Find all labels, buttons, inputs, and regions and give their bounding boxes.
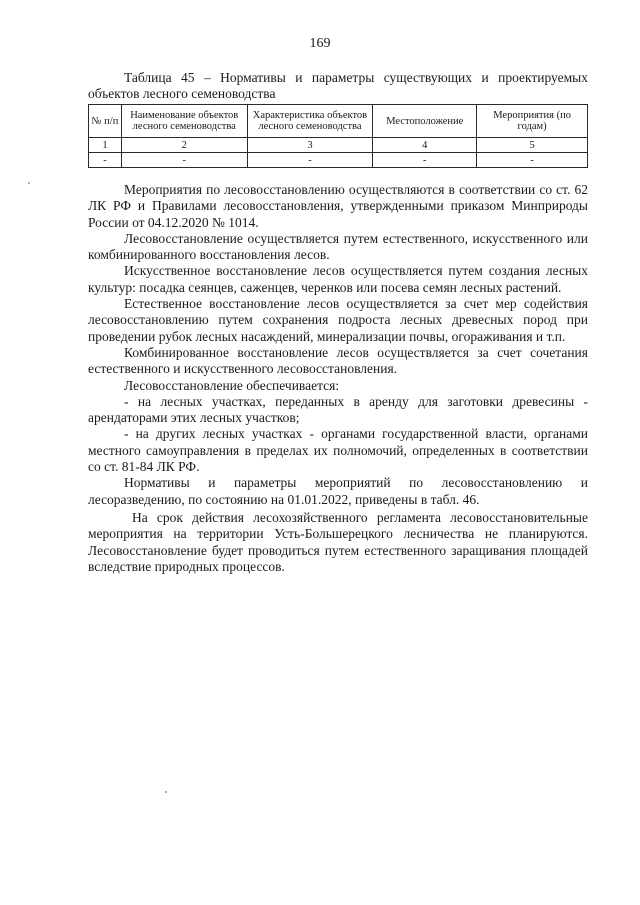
header-characteristics: Характеристика объектов лесного семеноводства bbox=[247, 105, 373, 138]
table-cell: - bbox=[477, 153, 588, 168]
seed-objects-table bbox=[88, 104, 588, 168]
header-number: № п/п bbox=[89, 105, 122, 138]
paragraph: Комбинированное восстановление лесов осуществляется за счет сочетания естественного и искусственного лесовосстановления. bbox=[88, 344, 588, 377]
header-location: Местоположение bbox=[373, 105, 477, 138]
page-number: 169 bbox=[309, 36, 331, 51]
header-object-name: Наименование объектов лесного семеноводства bbox=[121, 105, 247, 138]
table-cell: - bbox=[247, 153, 373, 168]
paragraph: Мероприятия по лесовосстановлению осуществляются в соответствии со ст. 62 ЛК РФ и Правилами лесовосстановления, утвержденными приказом Минприроды России от 04.12.2020 № 1014. bbox=[88, 182, 588, 230]
column-number-cell: 3 bbox=[247, 138, 373, 153]
table-row bbox=[89, 153, 588, 168]
table-cell: - bbox=[89, 153, 122, 168]
table-cell: - bbox=[373, 153, 477, 168]
paragraph: Лесовосстановление обеспечивается: bbox=[124, 377, 340, 393]
paragraph: Нормативы и параметры мероприятий по лесовосстановлению и лесоразведению, по состоянию на 01.01.2022, приведены в табл. 46. bbox=[88, 475, 588, 507]
column-number-row bbox=[89, 138, 588, 153]
paragraph: Лесовосстановление осуществляется путем естественного, искусственного или комбинированного восстановления лесов. bbox=[88, 230, 588, 263]
scan-speck bbox=[165, 791, 167, 793]
paragraph: - на лесных участках, переданных в аренду для заготовки древесины - арендаторами этих лесных участков; bbox=[88, 393, 588, 426]
paragraph: - на других лесных участках - органами государственной власти, органами местного самоуправления в пределах их полномочий, определенных в соответствии со ст. 81-84 ЛК РФ. bbox=[88, 426, 588, 475]
column-number-cell: 1 bbox=[89, 138, 122, 153]
column-number-cell: 2 bbox=[121, 138, 247, 153]
column-number-cell: 5 bbox=[477, 138, 588, 153]
table-cell: - bbox=[121, 153, 247, 168]
table-caption: Таблица 45 – Нормативы и параметры существующих и проектируемых объектов лесного семеноводства bbox=[88, 70, 588, 101]
paragraph: На срок действия лесохозяйственного регламента лесовосстановительные мероприятия на территории Усть-Большерецкого лесничества не планируются. Лесовосстановление будет проводиться путем естественного заращивания площадей вследствие природных процессов. bbox=[88, 509, 588, 574]
paragraph: Искусственное восстановление лесов осуществляется путем создания лесных культур: посадка сеянцев, саженцев, черенков или посева семян лесных растений. bbox=[88, 263, 588, 295]
header-activities: Мероприятия (по годам) bbox=[477, 105, 588, 138]
body-text bbox=[88, 182, 588, 575]
scan-speck bbox=[28, 182, 30, 184]
table-header-row bbox=[89, 105, 588, 138]
column-number-cell: 4 bbox=[373, 138, 477, 153]
paragraph: Естественное восстановление лесов осуществляется за счет мер содействия лесовосстановлению путем сохранения подроста лесных древесных пород при проведении рубок лесных насаждений, минерализации почвы, огораживания и т.п. bbox=[88, 296, 588, 344]
